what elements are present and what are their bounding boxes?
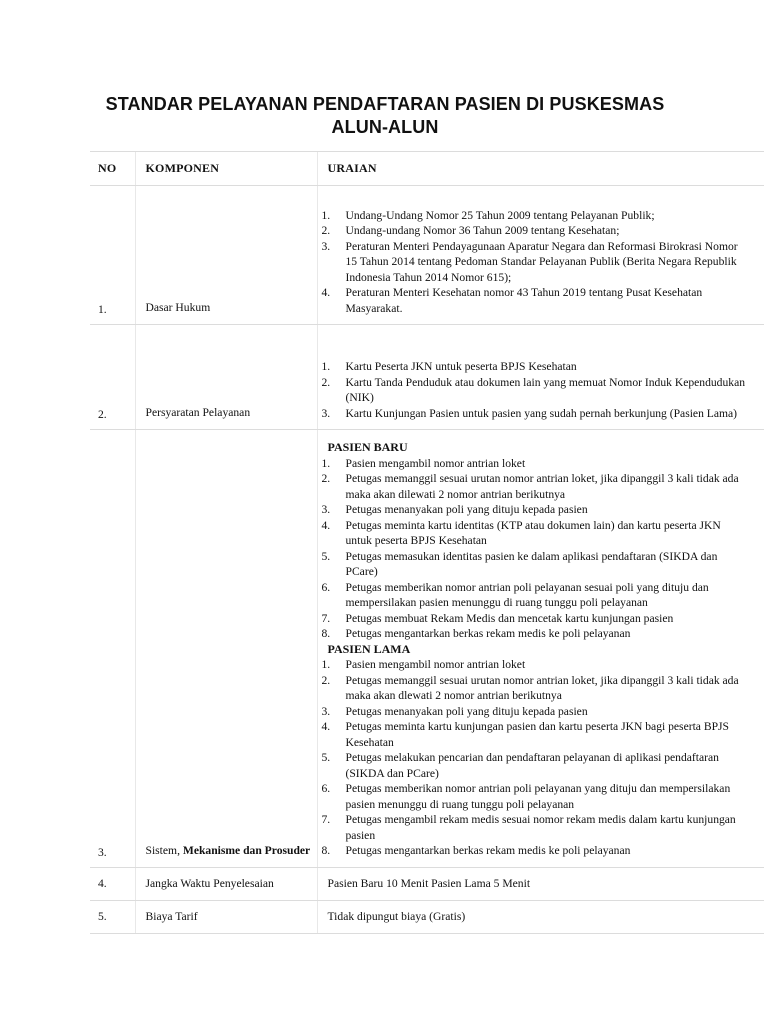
item-text: Petugas melakukan pencarian dan pendaftaran pelayanan di aplikasi pendaftaran (SIKDA dan PCare) — [345, 751, 719, 780]
item-number: 6. — [321, 580, 331, 594]
list-item — [322, 704, 747, 720]
list-item — [322, 719, 747, 750]
row-komponen — [135, 430, 317, 868]
list-item — [322, 657, 747, 673]
list-item — [322, 611, 747, 627]
list-item — [322, 375, 747, 406]
row-uraian: Tidak dipungut biaya (Gratis) — [317, 900, 764, 933]
list-item — [322, 580, 747, 611]
table-row — [90, 186, 764, 325]
list-item — [322, 471, 747, 502]
header-uraian: URAIAN — [317, 152, 764, 186]
item-text: Petugas meminta kartu identitas (KTP atau dokumen lain) dan kartu peserta JKN untuk peserta BPJS Kesehatan — [345, 518, 721, 547]
item-number: 4. — [321, 720, 331, 733]
item-number: 2. — [321, 375, 331, 389]
list-item — [322, 223, 747, 239]
item-text: Kartu Peserta JKN untuk peserta BPJS Kesehatan — [345, 360, 577, 373]
item-text: Petugas memanggil sesuai urutan nomor antrian loket, jika dipanggil 3 kali tidak ada maka akan dilewati 2 nomor antrian berikutnya — [345, 472, 739, 501]
uraian-list — [322, 657, 747, 859]
item-text: Petugas memberikan nomor antrian poli pelayanan yang dituju dan mempersilakan pasien menunggu di ruang tunggu poli pelayanan — [345, 782, 731, 811]
item-number: 3. — [321, 704, 331, 718]
list-item — [322, 406, 747, 422]
item-text: Petugas mengambil rekam medis sesuai nomor rekam medis dalam kartu kunjungan pasien — [345, 813, 736, 842]
row-uraian — [317, 325, 764, 430]
item-number: 6. — [321, 782, 331, 795]
document-title — [70, 93, 700, 139]
row-uraian — [317, 186, 764, 325]
item-text: Petugas memasukan identitas pasien ke dalam aplikasi pendaftaran (SIKDA dan PCare) — [345, 549, 718, 578]
row-uraian: Pasien Baru 10 Menit Pasien Lama 5 Menit — [317, 867, 764, 900]
item-number: 2. — [321, 673, 331, 687]
item-text: Pasien mengambil nomor antrian loket — [345, 658, 526, 671]
section-heading-pasien-lama: PASIEN LAMA — [327, 641, 411, 656]
item-text: Petugas mengantarkan berkas rekam medis ke poli pelayanan — [345, 627, 631, 640]
item-number: 7. — [321, 813, 331, 826]
komponen-prefix: Sistem, — [145, 843, 183, 857]
row-komponen: Dasar Hukum — [135, 186, 317, 325]
item-text: Petugas memberikan nomor antrian poli pelayanan sesuai poli yang dituju dan mempersilakan pasien menunggu di ruang tunggu poli pelayanan — [345, 580, 709, 609]
row-number: 2. — [90, 325, 135, 430]
list-item — [322, 843, 747, 859]
komponen-bold: Mekanisme dan Prosuder — [182, 843, 311, 857]
item-number: 1. — [321, 456, 331, 470]
list-item — [322, 518, 747, 549]
title-line-2: ALUN-ALUN — [331, 117, 439, 137]
item-text: Undang-Undang Nomor 25 Tahun 2009 tentang Pelayanan Publik; — [345, 208, 655, 222]
service-standard-table — [90, 151, 764, 934]
list-item — [322, 456, 747, 472]
list-item — [322, 502, 747, 518]
uraian-list — [322, 456, 747, 642]
section-heading-pasien-baru: PASIEN BARU — [327, 440, 408, 454]
row-uraian — [317, 430, 764, 868]
table-header-row — [90, 152, 764, 186]
item-text: Petugas memanggil sesuai urutan nomor antrian loket, jika dipanggil 3 kali tidak ada maka akan dlewati 2 nomor antrian berikutnya — [345, 673, 739, 702]
item-number: 8. — [321, 627, 331, 640]
row-number: 3. — [90, 430, 135, 868]
item-text: Peraturan Menteri Pendayagunaan Aparatur Negara dan Reformasi Birokrasi Nomor 15 Tahun 2014 tentang Pedoman Standar Pelayanan Publik (Berita Negara Republik Indonesia Tahun 2014 Nomor 615); — [345, 239, 738, 284]
title-line-1: STANDAR PELAYANAN PENDAFTARAN PASIEN DI PUSKESMAS — [105, 94, 665, 114]
item-text: Undang-undang Nomor 36 Tahun 2009 tentang Kesehatan; — [345, 224, 620, 237]
item-number: 4. — [321, 518, 331, 532]
item-text: Kartu Tanda Penduduk atau dokumen lain yang memuat Nomor Induk Kependudukan (NIK) — [345, 375, 746, 404]
item-number: 1. — [321, 360, 331, 373]
row-komponen: Jangka Waktu Penyelesaian — [135, 867, 317, 900]
item-text: Peraturan Menteri Kesehatan nomor 43 Tahun 2019 tentang Pusat Kesehatan Masyarakat. — [345, 286, 703, 315]
list-item — [322, 781, 747, 812]
item-number: 3. — [321, 239, 331, 253]
uraian-list — [322, 208, 747, 317]
item-number: 8. — [321, 844, 331, 857]
list-item — [322, 812, 747, 843]
item-number: 4. — [321, 286, 331, 299]
item-text: Kartu Kunjungan Pasien untuk pasien yang sudah pernah berkunjung (Pasien Lama) — [345, 406, 738, 420]
row-number: 5. — [90, 900, 135, 933]
table-row — [90, 867, 764, 900]
item-text: Petugas menanyakan poli yang dituju kepada pasien — [345, 704, 588, 718]
row-number: 4. — [90, 867, 135, 900]
item-number: 5. — [321, 751, 331, 764]
list-item — [322, 285, 747, 316]
table-row — [90, 900, 764, 933]
item-text: Petugas meminta kartu kunjungan pasien dan kartu peserta JKN bagi peserta BPJS Kesehatan — [345, 720, 729, 749]
list-item — [322, 626, 747, 642]
list-item — [322, 750, 747, 781]
item-text: Petugas menanyakan poli yang dituju kepada pasien — [345, 503, 588, 516]
table-row — [90, 325, 764, 430]
list-item — [322, 239, 747, 286]
list-item — [322, 359, 747, 375]
item-number: 2. — [321, 472, 331, 485]
uraian-list — [322, 359, 747, 421]
row-komponen: Persyaratan Pelayanan — [135, 325, 317, 430]
list-item — [322, 673, 747, 704]
item-number: 7. — [321, 611, 331, 625]
item-number: 1. — [321, 208, 331, 222]
item-number: 1. — [321, 658, 331, 671]
list-item — [322, 549, 747, 580]
item-text: Petugas mengantarkan berkas rekam medis ke poli pelayanan — [345, 844, 631, 857]
table-row — [90, 430, 764, 868]
header-komponen: KOMPONEN — [135, 152, 317, 186]
row-komponen: Biaya Tarif — [135, 900, 317, 933]
item-number: 5. — [321, 549, 331, 563]
item-number: 2. — [321, 224, 331, 237]
item-number: 3. — [321, 406, 331, 420]
item-number: 3. — [321, 503, 331, 516]
list-item — [322, 208, 747, 224]
header-no: NO — [90, 152, 135, 186]
item-text: Petugas membuat Rekam Medis dan mencetak kartu kunjungan pasien — [345, 611, 674, 625]
item-text: Pasien mengambil nomor antrian loket — [345, 456, 526, 470]
row-number: 1. — [90, 186, 135, 325]
